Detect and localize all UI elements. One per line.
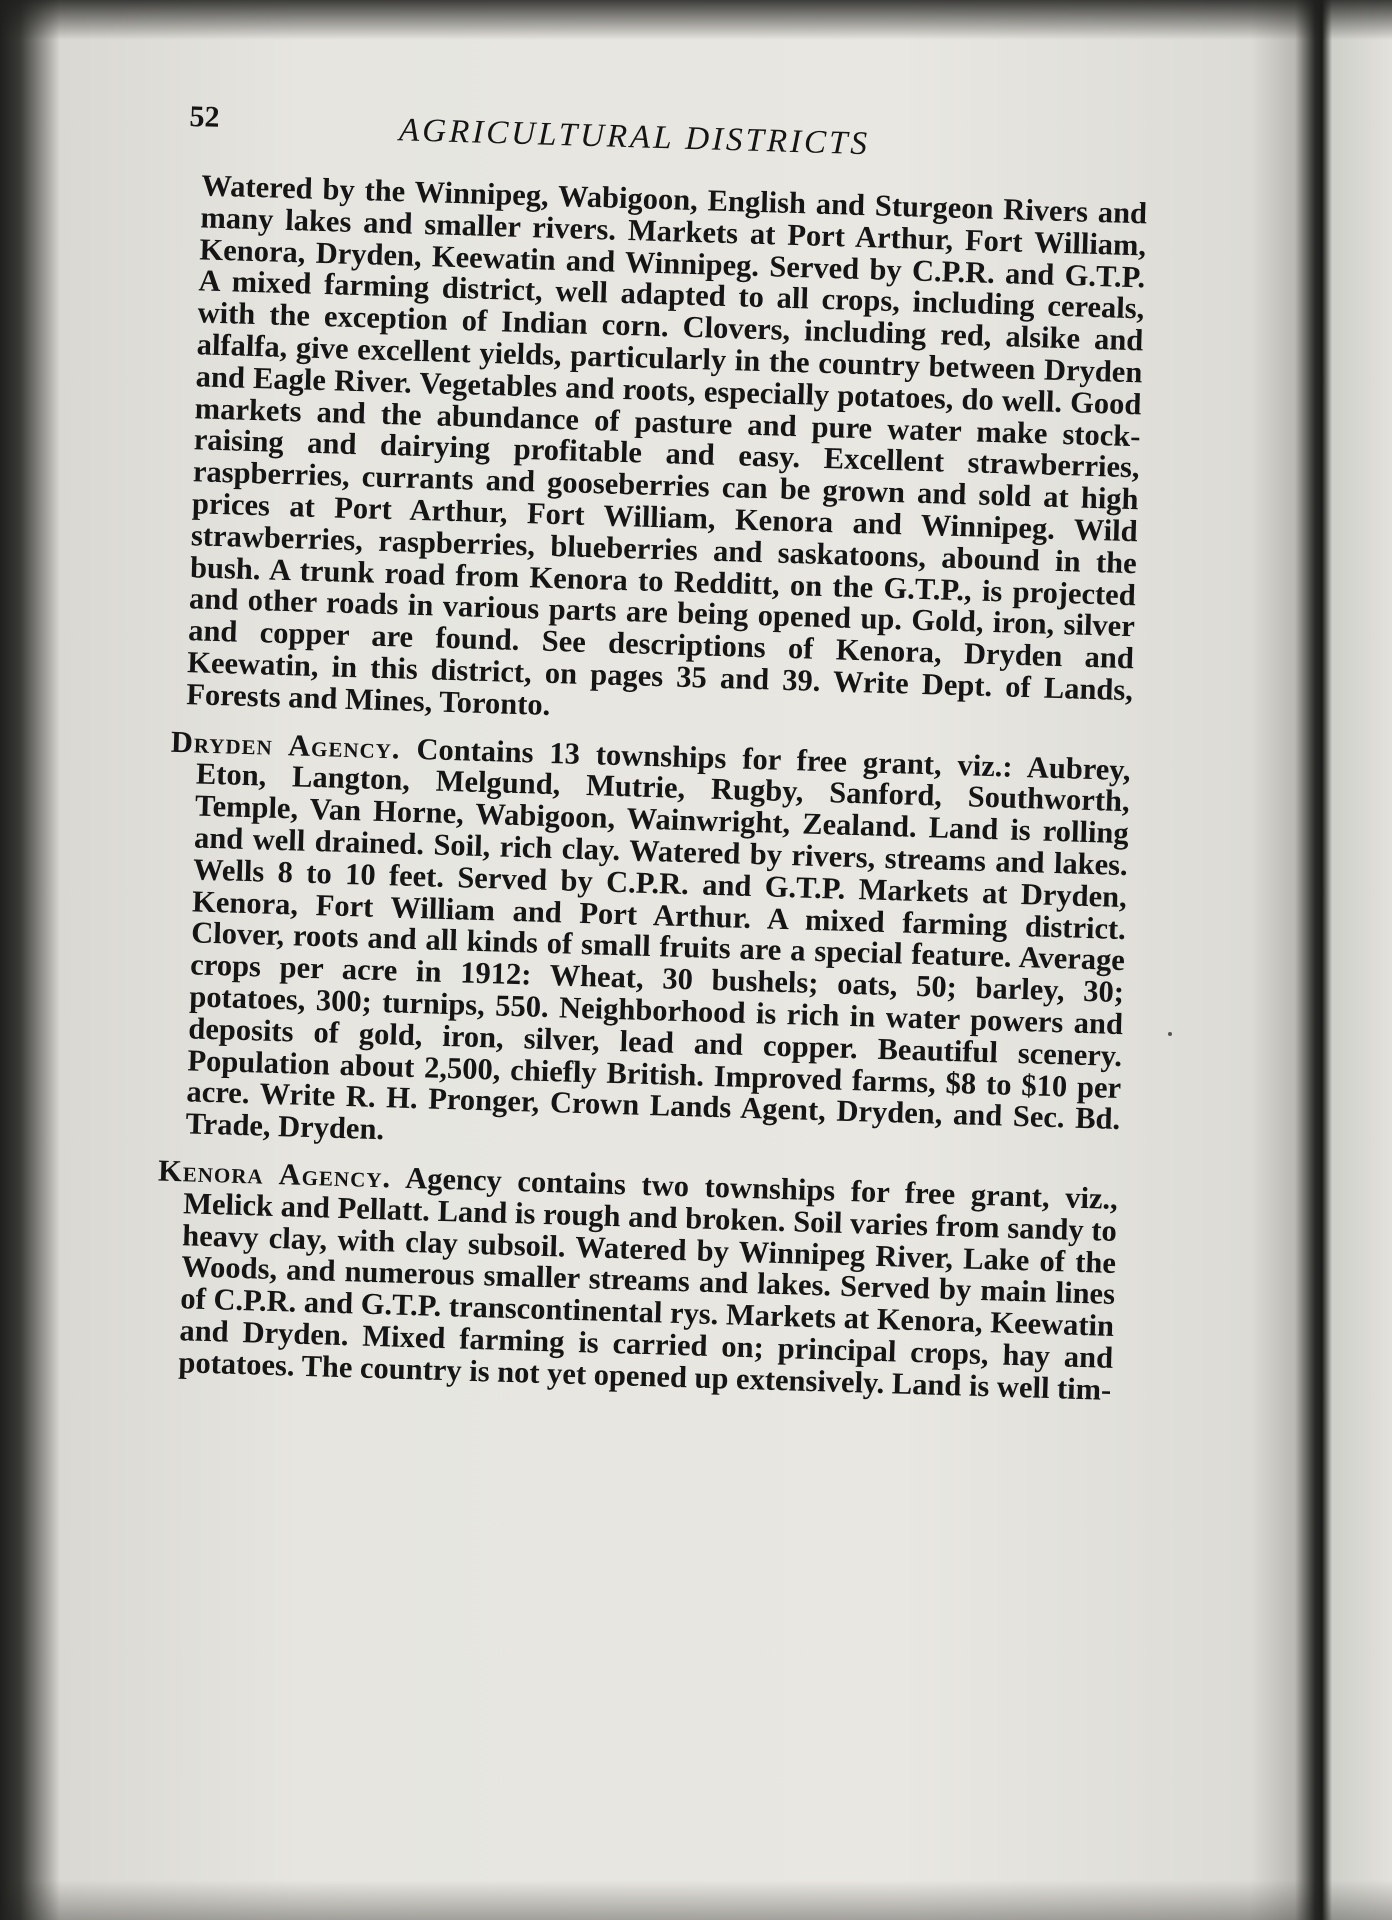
paper-speck [1168,1032,1172,1036]
dryden-agency-heading: Dryden Agency. [170,724,402,766]
page-text-block [152,100,1150,1406]
kenora-agency-heading: Kenora Agency. [157,1153,392,1195]
dryden-agency-entry [159,726,1131,1168]
bottom-edge-shadow [0,1880,1392,1920]
intro-paragraph: Watered by the Winnipeg, Wabigoon, English and Sturgeon Rivers and many lakes and smaller rivers. Markets at Port Arthur, Fort William, Kenora, Dryden, Keewatin and Winnipeg. Served by C.P.R. and G.T.P. A mixed farming district, well adapted to all crops, including cereals, with the exception of Indian corn. Clovers, including red, alsike and alfalfa, give excellent yields, particularly in the country between Dryden and Eagle River. Vegetables and roots, especially potatoes, do well. Good markets and the abundance of pasture and pure water make stock-raising and dairying profitable and easy. Excellent strawberries, raspberries, currants and gooseberries can be grown and sold at high prices at Port Arthur, Fort William, Kenora and Winnipeg. Wild strawberries, raspberries, blueberries and saskatoons, abound in the bush. A trunk road from Kenora to Redditt, on the G.T.P., is projected and other roads in various parts are being opened up. Gold, iron, silver and copper are found. See descriptions of Kenora, Dryden and Keewatin, in this district, on pages 35 and 39. Write Dept. of Lands, Forests and Mines, Toronto. [185,168,1148,722]
kenora-agency-text: Agency contains two townships for free grant, viz., Melick and Pellatt. Land is rough and broken. Soil varies from sandy to heavy clay, with clay subsoil. Watered by Winnipeg River, Lake of the Woods, and numerous smaller streams and lakes. Served by main lines of C.P.R. and G.T.P. transcontinental rys. Markets at Kenora, Keewatin and Dryden. Mixed farming is carried on; principal crops, hay and potatoes. The country is not yet opened up extensively. Land is well tim- [178,1160,1119,1407]
running-head: AGRICULTURAL DISTRICTS [398,112,871,163]
page-number: 52 [189,100,220,134]
dryden-agency-text: Contains 13 townships for free grant, viz.: Aubrey, Eton, Langton, Melgund, Mutrie, Rugby, Sanford, Southworth, Temple, Van Horne, Wabigoon, Wainwright, Zealand. Land is rolling and well drained. Soil, rich clay. Watered by rivers, streams and lakes. Wells 8 to 10 feet. Served by C.P.R. and G.T.P. Markets at Dryden, Kenora, Fort William and Port Arthur. A mixed farming district. Clover, roots and all kinds of small fruits are a special feature. Average crops per acre in 1912: Wheat, 30 bushels; oats, 50; barley, 30; potatoes, 300; turnips, 550. Neighborhood is rich in water powers and deposits of gold, iron, silver, lead and copper. Beautiful scenery. Population about 2,500, chiefly British. Improved farms, $8 to $10 per acre. Write R. H. Pronger, Crown Lands Agent, Dryden, and Sec. Bd. Trade, Dryden. [185,731,1132,1147]
top-edge-shadow [0,0,1392,40]
kenora-agency-entry [152,1155,1118,1406]
